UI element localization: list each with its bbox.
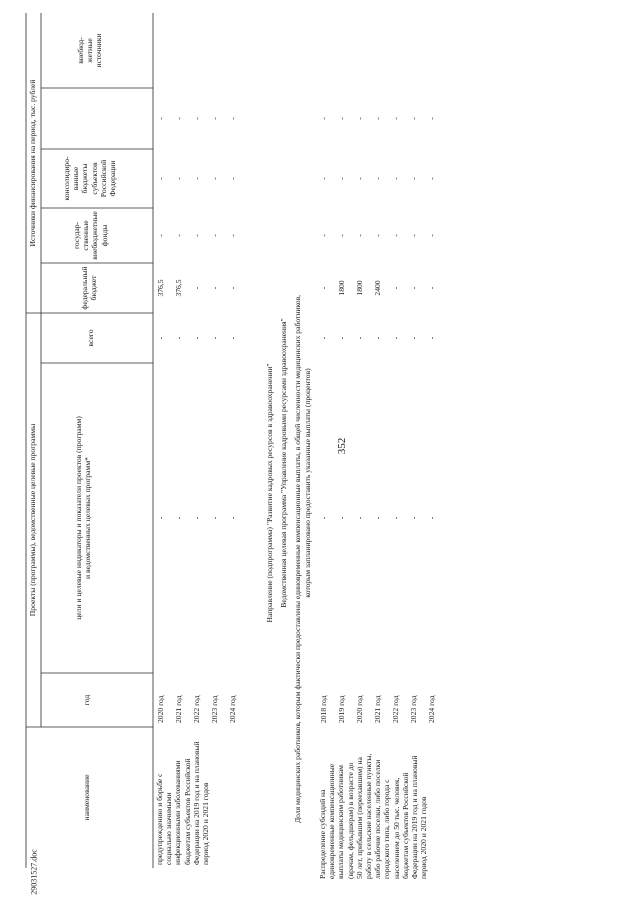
- cell-offbudget: -: [337, 117, 346, 120]
- header-col-total: всего: [86, 329, 95, 347]
- cell-federal: -: [319, 286, 328, 290]
- cell-state-funds: -: [228, 234, 237, 237]
- cell-year: 2023 год: [210, 695, 219, 723]
- cell-offbudget: -: [427, 117, 436, 120]
- cell-consolidated: -: [355, 177, 364, 180]
- cell-federal: -: [409, 286, 418, 290]
- cell-federal: 1800: [337, 280, 346, 296]
- cell-goals: -: [427, 516, 436, 520]
- cell-offbudget: -: [192, 117, 201, 120]
- indicator-line-2: которым запланировано предоставить указанные выплаты (процентов): [303, 368, 312, 598]
- cell-consolidated: -: [373, 177, 382, 180]
- cell-year: 2020 год: [156, 695, 165, 723]
- cell-offbudget: -: [174, 117, 183, 120]
- cell-offbudget: -: [210, 117, 219, 120]
- cell-consolidated: -: [427, 177, 436, 180]
- cell-federal: 1800: [355, 280, 364, 296]
- cell-total: -: [427, 336, 436, 340]
- cell-total: -: [192, 336, 201, 340]
- cell-total: -: [228, 336, 237, 340]
- header-col-offbudget: внебюд- жетные источники: [76, 33, 104, 68]
- cell-consolidated: -: [228, 177, 237, 180]
- cell-year: 2023 год: [409, 695, 418, 723]
- cell-offbudget: -: [355, 117, 364, 120]
- section2-name: Распределение субсидий на единовременные компенсационные выплаты медицинским работникам (врачам, фельдшерам) в возрасте до 50 лет, прибывшим (переехавшим) на работу в сельские населенные пункты, либо рабочие поселки, либо поселки городского типа, либо города с населением до 50 тыс. человек, бюджетам субъектов Российской Федерации на 2019 год и на плановый период 2020 и 2021 годов: [318, 753, 429, 879]
- cell-state-funds: -: [427, 234, 436, 237]
- cell-consolidated: -: [192, 177, 201, 180]
- header-col-goals: цели и целевые индикаторы и показатели проектов (программ) и ведомственных целевых программ*: [74, 416, 93, 620]
- cell-year: 2024 год: [228, 695, 237, 723]
- indicator-line-1: Доля медицинских работников, которым фактически предоставлены единовременные компенсационные выплаты, в общей численности медицинских работников,: [293, 294, 302, 823]
- cell-year: 2021 год: [174, 695, 183, 723]
- cell-state-funds: -: [319, 234, 328, 237]
- cell-total: -: [210, 336, 219, 340]
- cell-offbudget: -: [319, 117, 328, 120]
- cell-federal: -: [391, 286, 400, 290]
- page-number: 352: [336, 437, 348, 455]
- cell-state-funds: -: [174, 234, 183, 237]
- cell-consolidated: -: [337, 177, 346, 180]
- cell-federal: -: [210, 286, 219, 290]
- cell-federal: -: [228, 286, 237, 290]
- cell-federal: -: [192, 286, 201, 290]
- cell-year: 2022 год: [192, 695, 201, 723]
- cell-federal: 376,5: [156, 279, 165, 297]
- cell-year: 2024 год: [427, 695, 436, 723]
- cell-federal: 2400: [373, 280, 382, 296]
- cell-goals: -: [228, 516, 237, 520]
- header-group-funding: Источники финансирования на период, тыс. рублей: [28, 79, 37, 247]
- cell-offbudget: -: [373, 117, 382, 120]
- cell-consolidated: -: [174, 177, 183, 180]
- cell-total: -: [156, 336, 165, 340]
- cell-goals: -: [337, 516, 346, 520]
- cell-total: -: [391, 336, 400, 340]
- cell-consolidated: -: [409, 177, 418, 180]
- cell-total: -: [409, 336, 418, 340]
- cell-total: -: [337, 336, 346, 340]
- cell-year: 2018 год: [319, 695, 328, 723]
- cell-state-funds: -: [210, 234, 219, 237]
- cell-offbudget: -: [156, 117, 165, 120]
- cell-goals: -: [373, 516, 382, 520]
- cell-goals: -: [355, 516, 364, 520]
- cell-goals: -: [192, 516, 201, 520]
- cell-goals: -: [319, 516, 328, 520]
- cell-year: 2020 год: [355, 695, 364, 723]
- cell-state-funds: -: [355, 234, 364, 237]
- cell-goals: -: [391, 516, 400, 520]
- cell-year: 2019 год: [337, 695, 346, 723]
- cell-consolidated: -: [210, 177, 219, 180]
- header-group-projects: Проекты (программы), ведомственные целевые программы: [28, 423, 37, 617]
- header-col-federal: федеральный бюджет: [80, 266, 99, 310]
- header-col-consolidated: консолидиро- ванные бюджеты субъектов Российской Федерации: [62, 156, 118, 201]
- program-title: Ведомственная целевая программа "Управление кадровыми ресурсами здравоохранения": [279, 318, 288, 608]
- cell-offbudget: -: [228, 117, 237, 120]
- footer-doc-id: 29031527.doc: [29, 849, 39, 895]
- cell-total: -: [319, 336, 328, 340]
- cell-federal: -: [427, 286, 436, 290]
- header-col-year: год: [82, 694, 91, 706]
- cell-consolidated: -: [319, 177, 328, 180]
- cell-year: 2022 год: [391, 695, 400, 723]
- cell-total: -: [355, 336, 364, 340]
- cell-goals: -: [156, 516, 165, 520]
- header-col-name: наименование: [82, 774, 91, 821]
- section1-name: предупреждению и борьбе с социально значимыми инфекционными заболеваниями бюджетам субъектов Российской Федерации на 2019 год и на плановый период 2020 и 2021 годов: [155, 741, 211, 865]
- cell-offbudget: -: [409, 117, 418, 120]
- cell-year: 2021 год: [373, 695, 382, 723]
- cell-federal: 376,5: [174, 279, 183, 297]
- cell-state-funds: -: [156, 234, 165, 237]
- cell-goals: -: [174, 516, 183, 520]
- cell-state-funds: -: [373, 234, 382, 237]
- cell-total: -: [373, 336, 382, 340]
- direction-title: Направление (подпрограмма) "Развитие кадровых ресурсов в здравоохранении": [265, 363, 274, 623]
- cell-state-funds: -: [192, 234, 201, 237]
- cell-total: -: [174, 336, 183, 340]
- cell-state-funds: -: [409, 234, 418, 237]
- cell-goals: -: [210, 516, 219, 520]
- cell-state-funds: -: [391, 234, 400, 237]
- cell-consolidated: -: [156, 177, 165, 180]
- cell-offbudget: -: [391, 117, 400, 120]
- cell-state-funds: -: [337, 234, 346, 237]
- rotated-table: [22, 13, 622, 883]
- cell-goals: -: [409, 516, 418, 520]
- cell-consolidated: -: [391, 177, 400, 180]
- header-col-state-funds: государ- ственные внебюджетные фонды: [72, 211, 109, 260]
